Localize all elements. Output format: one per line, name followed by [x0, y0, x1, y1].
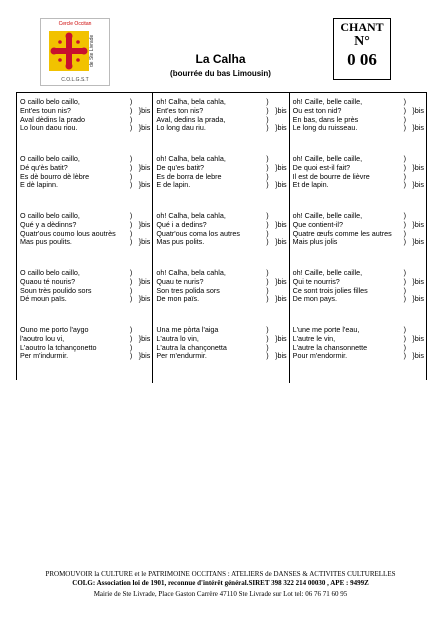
lyric-text: Lo loun daou riou.: [20, 123, 78, 133]
lyric-text: Aval dèdins la prado: [20, 114, 85, 124]
repeat-bracket: ): [266, 180, 269, 190]
lyric-line: [20, 352, 150, 361]
lyrics-table: [16, 92, 427, 380]
stanza: [156, 326, 286, 383]
repeat-bracket: ): [129, 211, 133, 220]
bis-marker: }bis: [138, 219, 151, 229]
lyric-text: Et de lapin.: [292, 180, 329, 190]
bis-marker: }bis: [138, 162, 151, 172]
bis-marker: }bis: [412, 294, 424, 304]
bis-marker: }bis: [138, 180, 151, 190]
repeat-bracket: ): [129, 114, 133, 124]
bis-marker: }bis: [412, 105, 424, 115]
repeat-bracket: ): [266, 123, 269, 133]
lyric-text: O caillo belo caillo,: [20, 268, 80, 277]
song-subtitle: (bourrée du bas Limousin): [170, 69, 271, 78]
lyric-text: L'autra la chançonetta: [156, 342, 227, 352]
bis-marker: }bis: [138, 105, 151, 115]
stanza: [20, 326, 150, 383]
repeat-bracket: ): [403, 171, 406, 181]
lyric-text: oh! Calha, bela cahla,: [156, 211, 226, 220]
lyric-line: [156, 124, 286, 133]
lyric-text: oh! Calha, bela cahla,: [156, 154, 226, 163]
repeat-bracket: ): [129, 162, 133, 172]
chant-no-label: N°: [354, 34, 370, 49]
lyric-text: Il est de bourre de lièvre: [292, 171, 370, 181]
lyric-line: [20, 124, 150, 133]
stanza: [293, 98, 424, 155]
bis-marker: }bis: [138, 276, 151, 286]
repeat-bracket: ): [129, 276, 133, 286]
repeat-bracket: ): [266, 325, 269, 334]
repeat-bracket: ): [266, 219, 269, 229]
lyric-text: oh! Caille, belle caille,: [292, 154, 363, 163]
lyric-line: [20, 295, 150, 304]
lyric-text: Son tres polida sors: [156, 285, 220, 295]
bis-marker: }bis: [138, 333, 151, 343]
repeat-bracket: ): [266, 162, 269, 172]
repeat-bracket: ): [129, 268, 133, 277]
lyric-line: [293, 181, 424, 190]
repeat-bracket: ): [403, 114, 406, 124]
repeat-bracket: ): [129, 154, 133, 163]
lyric-text: Qui te nourris?: [292, 276, 340, 286]
bis-marker: }bis: [412, 276, 424, 286]
repeat-bracket: ): [129, 342, 133, 352]
lyric-text: L'aoutro la tchançonetto: [20, 342, 97, 352]
stanza: [20, 98, 150, 155]
bis-marker: }bis: [275, 105, 287, 115]
lyric-text: O caillo belo caillo,: [20, 97, 80, 106]
repeat-bracket: ): [403, 285, 406, 295]
repeat-bracket: ): [403, 342, 406, 352]
repeat-bracket: ): [129, 294, 133, 304]
bis-marker: }bis: [275, 333, 287, 343]
repeat-bracket: ): [129, 237, 133, 247]
logo-top-text: Cercle Occitan: [58, 21, 92, 27]
repeat-bracket: ): [403, 180, 406, 190]
lyric-line: [156, 295, 286, 304]
repeat-bracket: ): [129, 105, 133, 115]
lyric-text: Aval, dedins la prada,: [156, 114, 226, 124]
lyric-text: Per m'endurmir.: [156, 351, 207, 361]
bis-marker: }bis: [138, 351, 151, 361]
repeat-bracket: ): [266, 333, 269, 343]
repeat-bracket: ): [403, 325, 406, 334]
stanza: [156, 269, 286, 326]
repeat-bracket: ): [129, 228, 133, 238]
lyric-text: Le long du ruisseau.: [292, 123, 358, 133]
lyric-text: Qué y a dèdinns?: [20, 219, 77, 229]
occitan-original-column: [17, 93, 153, 383]
repeat-bracket: ): [266, 276, 269, 286]
repeat-bracket: ): [266, 114, 269, 124]
bis-marker: }bis: [412, 333, 424, 343]
bis-marker: }bis: [138, 294, 151, 304]
lyric-text: Mais plus jolis: [292, 237, 338, 247]
lyric-text: De mon pays.: [292, 294, 337, 304]
logo-side-text: de Ste Livrade: [89, 34, 95, 68]
repeat-bracket: ): [266, 285, 269, 295]
stanza: [293, 212, 424, 269]
repeat-bracket: ): [266, 237, 269, 247]
lyric-text: Pour m'endormir.: [292, 351, 348, 361]
repeat-bracket: ): [266, 342, 269, 352]
repeat-bracket: ): [403, 219, 406, 229]
lyric-text: Una me pòrta l'aiga: [156, 325, 219, 334]
lyric-text: Mas pus poulits.: [20, 237, 72, 247]
lyric-text: Que contient-il?: [292, 219, 343, 229]
bis-marker: }bis: [412, 351, 424, 361]
repeat-bracket: ): [403, 123, 406, 133]
bis-marker: }bis: [138, 123, 151, 133]
stanza: [156, 155, 286, 212]
occitan-normalized-column: [153, 93, 289, 383]
lyric-line: [293, 124, 424, 133]
lyric-text: Quau te nuris?: [156, 276, 204, 286]
repeat-bracket: ): [129, 180, 133, 190]
repeat-bracket: ): [403, 211, 406, 220]
lyric-text: Lo long dau riu.: [156, 123, 206, 133]
repeat-bracket: ): [129, 219, 133, 229]
lyric-text: Ent'es ton nis?: [156, 105, 204, 115]
lyric-text: Ouno me porto l'aygo: [20, 325, 89, 334]
stanza: [20, 155, 150, 212]
bis-marker: }bis: [412, 123, 424, 133]
chant-number: 0 06: [347, 50, 377, 69]
lyric-text: L'autra lo vin,: [156, 333, 199, 343]
bis-marker: }bis: [412, 219, 424, 229]
french-translation-column: [290, 93, 426, 383]
lyric-text: Qué i a dedins?: [156, 219, 207, 229]
bis-marker: }bis: [275, 351, 287, 361]
lyric-text: Quatr'ous coumo lous aoutrès: [20, 228, 116, 238]
lyric-line: [156, 352, 286, 361]
lyric-text: Es de borra de lebre: [156, 171, 222, 181]
repeat-bracket: ): [129, 333, 133, 343]
lyric-text: oh! Caille, belle caille,: [292, 211, 363, 220]
lyric-text: O caillo belo caillo,: [20, 211, 80, 220]
repeat-bracket: ): [403, 268, 406, 277]
repeat-bracket: ): [403, 237, 406, 247]
stanza: [20, 212, 150, 269]
repeat-bracket: ): [266, 294, 269, 304]
lyric-line: [156, 181, 286, 190]
lyric-text: oh! Calha, bela cahla,: [156, 268, 226, 277]
lyric-text: Quatr'ous coma los autres: [156, 228, 240, 238]
logo-bottom-text: C.O.L.G.S.T: [61, 77, 89, 83]
bis-marker: }bis: [412, 237, 424, 247]
lyric-text: Es dè bourro dè lèbre: [20, 171, 90, 181]
lyric-text: L'autre le vin,: [292, 333, 336, 343]
repeat-bracket: ): [129, 97, 133, 106]
stanza: [293, 155, 424, 212]
lyric-text: De qu'es batit?: [156, 162, 205, 172]
bis-marker: }bis: [275, 162, 287, 172]
lyric-text: oh! Caille, belle caille,: [292, 268, 363, 277]
stanza: [156, 212, 286, 269]
lyric-text: Soun très poulido sors: [20, 285, 92, 295]
lyric-text: L'autre la chansonnette: [292, 342, 368, 352]
lyric-text: Ou est ton nid?: [292, 105, 342, 115]
repeat-bracket: ): [403, 294, 406, 304]
bis-marker: }bis: [275, 294, 287, 304]
bis-marker: }bis: [275, 123, 287, 133]
repeat-bracket: ): [266, 105, 269, 115]
repeat-bracket: ): [403, 162, 406, 172]
repeat-bracket: ): [403, 228, 406, 238]
repeat-bracket: ): [266, 171, 269, 181]
footer-line-3: Mairie de Ste Livrade, Place Gaston Carrère 47110 Ste Livrade sur Lot tel: 06 76 71 60 95: [93, 590, 348, 598]
stanza: [293, 326, 424, 383]
bis-marker: }bis: [275, 276, 287, 286]
repeat-bracket: ): [266, 268, 269, 277]
lyric-text: De mon païs.: [156, 294, 200, 304]
lyric-text: E de lapin.: [156, 180, 191, 190]
repeat-bracket: ): [403, 351, 406, 361]
lyric-text: oh! Caille, belle caille,: [292, 97, 363, 106]
bis-marker: }bis: [275, 180, 287, 190]
lyric-line: [156, 238, 286, 247]
stanza: [156, 98, 286, 155]
bis-marker: }bis: [412, 180, 424, 190]
repeat-bracket: ): [266, 351, 269, 361]
lyric-text: Quatre œufs comme les autres: [292, 228, 392, 238]
repeat-bracket: ): [129, 123, 133, 133]
repeat-bracket: ): [129, 351, 133, 361]
lyric-text: De quoi est-il fait?: [292, 162, 351, 172]
lyric-text: Ce sont trois jolies filles: [292, 285, 368, 295]
repeat-bracket: ): [129, 285, 133, 295]
lyric-text: l'aoutro lou vi,: [20, 333, 65, 343]
repeat-bracket: ): [403, 105, 406, 115]
repeat-bracket: ): [129, 325, 133, 334]
lyric-line: [20, 238, 150, 247]
song-title: La Calha: [195, 52, 246, 66]
lyric-text: Per m'indurmir.: [20, 351, 69, 361]
lyric-text: Dé moun païs.: [20, 294, 67, 304]
bis-marker: }bis: [275, 219, 287, 229]
lyric-text: En bas, dans le près: [292, 114, 359, 124]
repeat-bracket: ): [403, 276, 406, 286]
lyric-text: L'une me porte l'eau,: [292, 325, 360, 334]
repeat-bracket: ): [403, 333, 406, 343]
stanza: [293, 269, 424, 326]
lyric-text: O caillo belo caillo,: [20, 154, 80, 163]
lyric-text: Ent'es toun nis?: [20, 105, 71, 115]
repeat-bracket: ): [129, 171, 133, 181]
repeat-bracket: ): [266, 211, 269, 220]
footer-line-2: COLG: Association loi de 1901, reconnue d'intérêt général.SIRET 398 322 214 00030 , APE : 9499Z: [72, 579, 369, 587]
bis-marker: }bis: [138, 237, 151, 247]
footer-line-1: PROMOUVOIR la CULTURE et le PATRIMOINE OCCITANS : ATELIERS de DANSES & ACTIVITES CULTURELLES: [45, 570, 396, 578]
repeat-bracket: ): [403, 97, 406, 106]
repeat-bracket: ): [266, 154, 269, 163]
lyric-text: Quaou té nouris?: [20, 276, 76, 286]
chant-label: CHANT: [340, 20, 384, 34]
lyric-line: [293, 295, 424, 304]
bis-marker: }bis: [412, 162, 424, 172]
lyric-text: Dé qu'ès batit?: [20, 162, 68, 172]
repeat-bracket: ): [266, 228, 269, 238]
repeat-bracket: ): [266, 97, 269, 106]
lyric-text: E dè lapinn.: [20, 180, 58, 190]
stanza: [20, 269, 150, 326]
lyric-line: [20, 181, 150, 190]
bis-marker: }bis: [275, 237, 287, 247]
lyric-text: Mas pus polits.: [156, 237, 205, 247]
lyric-line: [293, 238, 424, 247]
lyric-line: [293, 352, 424, 361]
lyric-text: oh! Calha, bela cahla,: [156, 97, 226, 106]
repeat-bracket: ): [403, 154, 406, 163]
